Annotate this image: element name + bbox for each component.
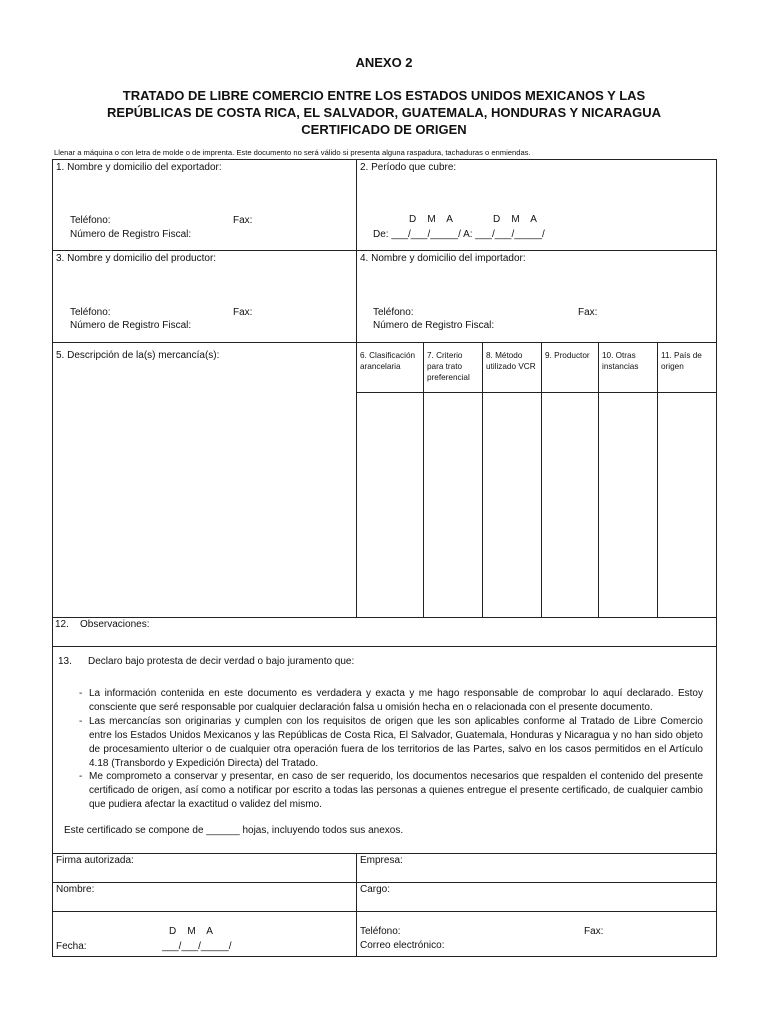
authorized-signature-label: Firma autorizada: — [56, 855, 134, 866]
name-label: Nombre: — [56, 884, 95, 895]
divider — [356, 159, 357, 617]
declaration-intro: Declaro bajo protesta de decir verdad o bajo juramento que: — [88, 656, 355, 667]
divider — [52, 250, 717, 251]
title-line-1: TRATADO DE LIBRE COMERCIO ENTRE LOS ESTADOS UNIDOS MEXICANOS Y LAS — [122, 88, 646, 103]
declaration-item-3: Me comprometo a conservar y presentar, en caso de ser requerido, los documentos necesarios que respalden el contenido del presente certificado de origen, así como a notificar por escrito a todas las personas a quienes entregue el presente certificado, de cualquier cambio que pudiera afectar la exactitud o validez del mismo. — [89, 771, 703, 810]
annex-label: ANEXO 2 — [355, 55, 413, 70]
divider — [598, 342, 599, 617]
description-label: 5. Descripción de la(s) mercancía(s): — [56, 350, 220, 361]
period-dma-from: D M A — [409, 214, 453, 225]
divider — [52, 882, 717, 883]
column-header-country: 11. País de origen — [661, 351, 702, 371]
bullet: - — [79, 771, 83, 782]
column-header-producer: 9. Productor — [545, 351, 590, 360]
declaration-item-2: Las mercancías son originarias y cumplen con los requisitos de origen que les son aplicables conforme al Tratado de Libre Comercio entre los Estados Unidos Mexicanos y las Repúblicas de Costa Rica, El Salvador, Guatemala, Honduras y Nicaragua y no han sido objeto de procesamiento ulterior o de cualquier otra operación fuera de los territorios de las Partes, salvo en los casos permitidos en el Artículo 4.18 (Transbordo y Expedición Directa) del Tratado. — [89, 716, 703, 769]
importer-tax-id-label: Número de Registro Fiscal: — [373, 320, 495, 331]
column-header-method: 8. Método utilizado VCR — [486, 351, 536, 371]
pages-count-line[interactable]: Este certificado se compone de ______ hojas, incluyendo todos sus anexos. — [64, 825, 404, 836]
signature-fax-label: Fax: — [584, 926, 604, 937]
producer-phone-label: Teléfono: — [70, 307, 111, 318]
declaration-number: 13. — [58, 656, 72, 667]
title-line-3: CERTIFICADO DE ORIGEN — [301, 122, 467, 137]
divider — [52, 911, 717, 912]
position-label: Cargo: — [360, 884, 391, 895]
column-header-criterion: 7. Criterio para trato preferencial — [427, 351, 470, 382]
divider — [52, 853, 717, 854]
exporter-fax-label: Fax: — [233, 215, 253, 226]
divider — [52, 617, 717, 618]
exporter-tax-id-label: Número de Registro Fiscal: — [70, 229, 192, 240]
importer-phone-label: Teléfono: — [373, 307, 414, 318]
importer-label: 4. Nombre y domicilio del importador: — [360, 253, 526, 264]
title-line-2: REPÚBLICAS DE COSTA RICA, EL SALVADOR, GUATEMALA, HONDURAS Y NICARAGUA — [107, 105, 661, 120]
exporter-phone-label: Teléfono: — [70, 215, 111, 226]
divider — [541, 342, 542, 617]
producer-label: 3. Nombre y domicilio del productor: — [56, 253, 217, 264]
period-label: 2. Período que cubre: — [360, 162, 457, 173]
divider — [657, 342, 658, 617]
date-dma: D M A — [169, 926, 213, 937]
column-header-classification: 6. Clasificación arancelaria — [360, 351, 416, 371]
producer-fax-label: Fax: — [233, 307, 253, 318]
divider — [356, 853, 357, 957]
observations-label: Observaciones: — [80, 619, 150, 630]
importer-fax-label: Fax: — [578, 307, 598, 318]
instructions: Llenar a máquina o con letra de molde o de imprenta. Este documento no será válido si presenta alguna raspadura, tachaduras o enmiendas. — [54, 148, 531, 157]
divider — [356, 392, 717, 393]
period-dma-to: D M A — [493, 214, 537, 225]
divider — [52, 342, 717, 343]
period-date-field[interactable]: De: ___/___/_____/ A: ___/___/_____/ — [373, 229, 545, 240]
date-label: Fecha: — [56, 941, 87, 952]
divider — [482, 342, 483, 617]
producer-tax-id-label: Número de Registro Fiscal: — [70, 320, 192, 331]
bullet: - — [79, 688, 83, 699]
signature-phone-label: Teléfono: — [360, 926, 401, 937]
company-label: Empresa: — [360, 855, 403, 866]
form-border — [52, 159, 717, 957]
date-field[interactable]: ___/___/_____/ — [162, 941, 232, 952]
email-label: Correo electrónico: — [360, 940, 445, 951]
divider — [52, 646, 717, 647]
exporter-label: 1. Nombre y domicilio del exportador: — [56, 162, 222, 173]
divider — [423, 342, 424, 617]
column-header-other: 10. Otras instancias — [602, 351, 639, 371]
bullet: - — [79, 716, 83, 727]
declaration-item-1: La información contenida en este documento es verdadera y exacta y me hago responsable de comprobar lo aquí declarado. Estoy consciente que seré responsable por cualquier declaración falsa u omisión hecha en o relacionada con el presente documento. — [89, 688, 703, 713]
observations-number: 12. — [55, 619, 69, 630]
